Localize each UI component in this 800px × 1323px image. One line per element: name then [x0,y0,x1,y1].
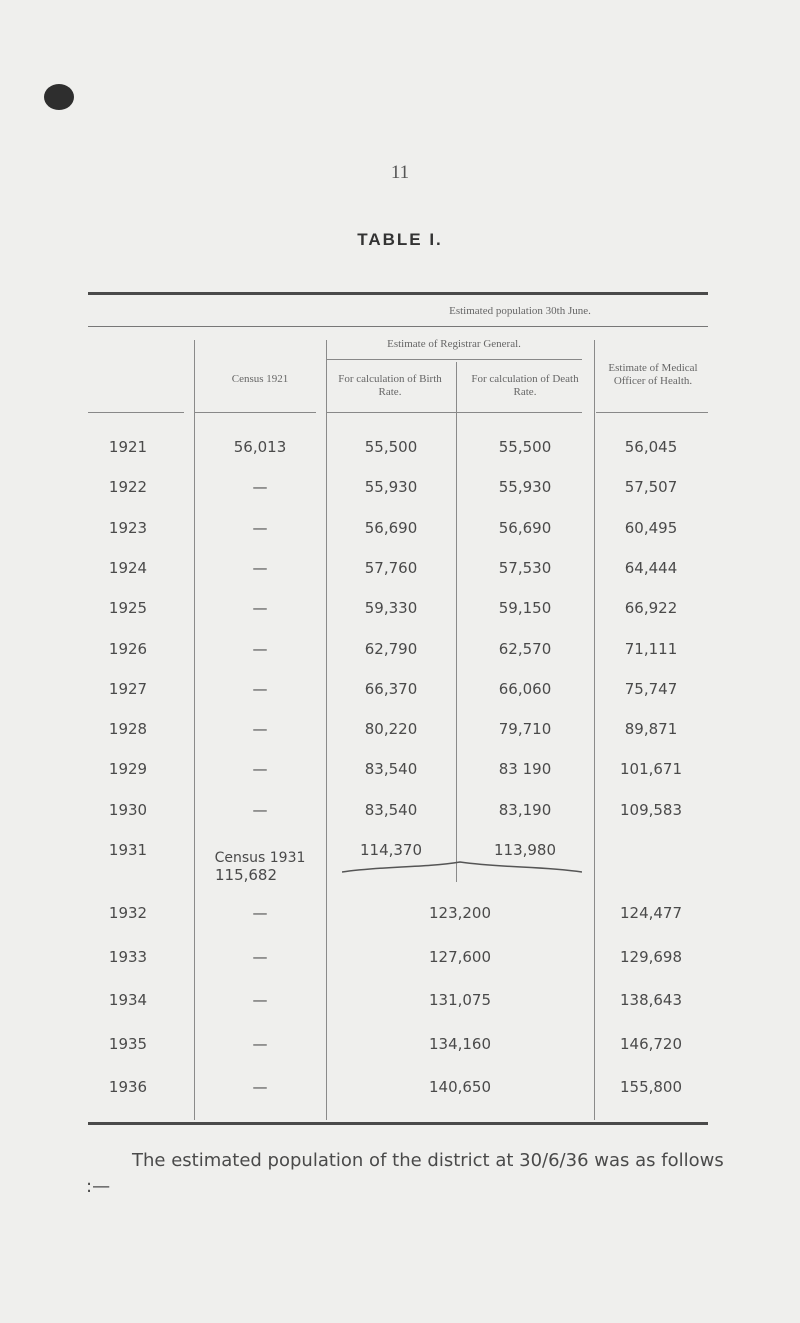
year-cell: 1929 [108,760,148,778]
census-1921-header: Census 1921 [231,373,289,385]
moh-cell: 89,871 [624,720,678,738]
moh-cell: 155,800 [619,1078,683,1096]
census-1921-cell: — [252,680,268,698]
year-cell: 1936 [108,1078,148,1096]
moh-cell: 101,671 [619,760,683,778]
census-1921-cell: — [252,948,268,966]
moh-cell: 71,111 [624,640,678,658]
year-cell: 1933 [108,948,148,966]
year-cell: 1926 [108,640,148,658]
census-1921-cell: — [252,640,268,658]
header-rule [88,326,708,327]
census-1921-cell: — [252,519,268,537]
death-rate-cell: 56,690 [498,519,552,537]
combined-estimate-cell: 134,160 [428,1035,492,1053]
birth-rate-cell: 62,790 [364,640,418,658]
moh-cell: 66,922 [624,599,678,617]
header-bottom-rule-4 [596,412,708,413]
table-bottom-rule [88,1122,708,1125]
header-bottom-rule-1 [88,412,184,413]
death-rate-cell: 62,570 [498,640,552,658]
census-1921-cell: — [252,904,268,922]
death-rate-cell: 79,710 [498,720,552,738]
year-cell: 1927 [108,680,148,698]
birth-rate-cell: 55,930 [364,478,418,496]
table-top-rule [88,292,708,295]
moh-cell: 129,698 [619,948,683,966]
census-1921-cell: — [252,478,268,496]
year-cell: 1924 [108,559,148,577]
death-rate-cell: 59,150 [498,599,552,617]
moh-cell: 57,507 [624,478,678,496]
moh-cell: 109,583 [619,801,683,819]
header-bottom-rule-2 [194,412,316,413]
year-cell: 1935 [108,1035,148,1053]
moh-cell: 56,045 [624,438,678,456]
census-1921-cell: — [252,760,268,778]
moh-cell: 146,720 [619,1035,683,1053]
moh-cell: 138,643 [619,991,683,1009]
combined-estimate-cell: 140,650 [428,1078,492,1096]
estimated-population-header: Estimated population 30th June. [449,305,591,317]
moh-cell: 124,477 [619,904,683,922]
combined-estimate-cell: 127,600 [428,948,492,966]
death-rate-cell: 66,060 [498,680,552,698]
census-1921-cell: — [252,1078,268,1096]
combined-brace [342,860,582,874]
col-divider-1 [194,340,195,1120]
year-cell: 1921 [108,438,148,456]
header-bottom-rule-3 [326,412,582,413]
birth-rate-cell: 57,760 [364,559,418,577]
death-rate-cell: 55,500 [498,438,552,456]
death-rate-cell: 83,190 [498,801,552,819]
year-cell: 1934 [108,991,148,1009]
footer-text: The estimated population of the district at 30/6/36 was as follows :— [86,1150,724,1197]
census-1921-cell: 56,013 [233,438,287,456]
punch-hole [44,84,74,110]
death-rate-cell: 57,530 [498,559,552,577]
page-number: 11 [390,162,410,183]
death-rate-cell: 113,980 [493,841,557,859]
census-1921-cell: — [252,559,268,577]
census-1921-cell: — [252,991,268,1009]
registrar-rule [326,359,582,360]
birth-rate-cell: 83,540 [364,801,418,819]
birth-rate-cell: 56,690 [364,519,418,537]
year-cell: 1931 [108,841,148,859]
death-rate-cell: 83 190 [498,760,552,778]
census-1921-cell: — [252,801,268,819]
moh-cell: 75,747 [624,680,678,698]
census-1921-cell: — [252,1035,268,1053]
year-cell: 1922 [108,478,148,496]
combined-estimate-cell: 123,200 [428,904,492,922]
census-1931-label: Census 1931 [214,850,306,866]
birth-rate-cell: 59,330 [364,599,418,617]
census-1921-cell: — [252,599,268,617]
birth-rate-cell: 114,370 [359,841,423,859]
year-cell: 1928 [108,720,148,738]
census-1921-cell: — [252,720,268,738]
birth-rate-cell: 83,540 [364,760,418,778]
birth-rate-cell: 55,500 [364,438,418,456]
year-cell: 1923 [108,519,148,537]
year-cell: 1930 [108,801,148,819]
moh-estimate-header: Estimate of Medical Officer of Health. [608,362,698,387]
year-cell: 1925 [108,599,148,617]
birth-rate-header: For calculation of Birth Rate. [338,373,442,398]
registrar-general-header: Estimate of Registrar General. [387,338,521,350]
table-title: TABLE I. [357,230,443,249]
moh-cell: 60,495 [624,519,678,537]
birth-rate-cell: 66,370 [364,680,418,698]
year-cell: 1932 [108,904,148,922]
combined-estimate-cell: 131,075 [428,991,492,1009]
birth-rate-cell: 80,220 [364,720,418,738]
moh-cell: 64,444 [624,559,678,577]
census-1931-value: 115,682 [214,866,278,884]
death-rate-header: For calculation of Death Rate. [471,373,579,398]
death-rate-cell: 55,930 [498,478,552,496]
